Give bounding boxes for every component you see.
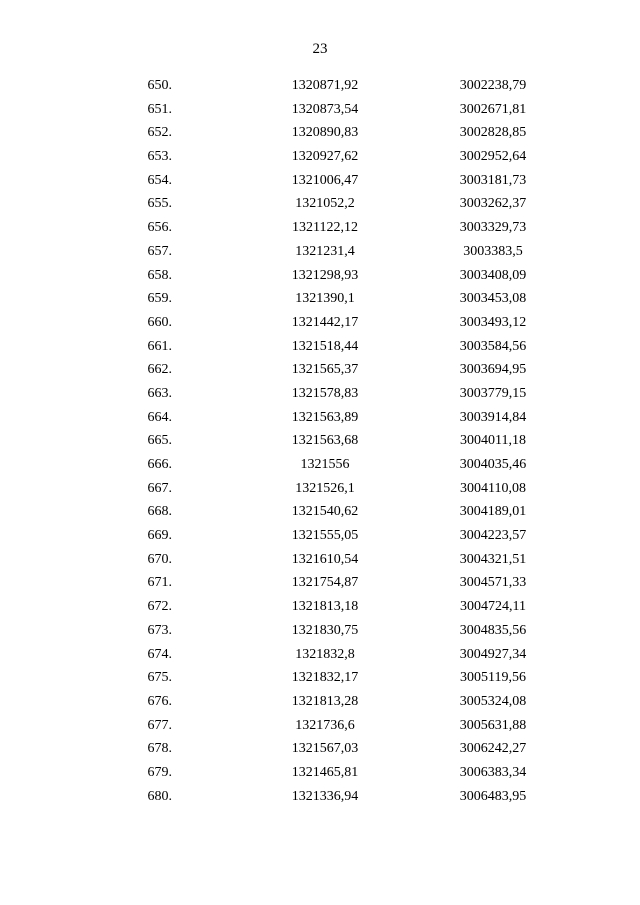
point-number: 679. [147,764,172,780]
table-row [124,121,527,145]
table-row [124,595,526,619]
point-number: 670. [147,551,172,567]
table-row [124,548,527,572]
point-number: 667. [147,480,172,496]
point-number: 677. [147,717,172,733]
point-number: 656. [147,220,172,236]
point-number: 654. [147,172,172,188]
x-coordinate: 1321231,4 [295,243,355,259]
point-number: 666. [147,457,172,472]
point-number: 657. [147,243,172,259]
x-coordinate: 1321813,18 [291,599,359,615]
table-row [124,74,527,98]
x-coordinate: 1321610,54 [291,551,359,567]
point-number: 678. [147,741,172,757]
table-row [124,382,527,406]
x-coordinate: 1321465,81 [291,764,359,780]
page-number: 23 [312,41,328,57]
table-row [124,287,527,311]
y-coordinate: 3006242,27 [459,741,527,757]
y-coordinate: 3004321,51 [459,551,527,567]
point-number: 662. [147,362,172,378]
x-coordinate: 1321830,75 [291,622,359,638]
y-coordinate: 3004835,56 [459,622,527,638]
table-row [124,145,527,169]
x-coordinate: 1321567,03 [291,741,359,757]
x-coordinate: 1321555,05 [291,528,359,544]
y-coordinate: 3004223,57 [459,528,527,544]
y-coordinate: 3004035,46 [459,457,527,472]
point-number: 671. [147,575,172,591]
x-coordinate: 1321006,47 [291,172,359,188]
y-coordinate: 3003914,84 [459,409,527,425]
y-coordinate: 3003694,95 [459,362,527,378]
point-number: 660. [147,314,172,330]
x-coordinate: 1321390,1 [295,291,355,307]
table-row [124,311,527,335]
point-number: 675. [147,670,172,686]
point-number: 659. [147,291,172,307]
table-row [124,453,527,477]
y-coordinate: 3005324,08 [459,693,527,709]
x-coordinate: 1321736,6 [295,717,355,733]
point-number: 651. [147,101,172,117]
y-coordinate: 3002238,79 [459,78,527,93]
point-number: 669. [147,528,172,544]
table-row [124,358,527,382]
table-row [124,643,527,667]
y-coordinate: 3005119,56 [460,670,526,686]
y-coordinate: 3003584,56 [459,338,527,354]
x-coordinate: 1321336,94 [291,788,359,804]
x-coordinate: 1321578,83 [291,385,359,401]
point-number: 653. [147,149,172,165]
x-coordinate: 1320927,62 [291,149,359,165]
x-coordinate: 1321832,8 [295,646,355,662]
table-row [124,169,527,193]
table-row [124,429,526,453]
x-coordinate: 1321754,87 [291,575,359,591]
y-coordinate: 3002671,81 [459,101,527,117]
table-row [124,714,527,738]
point-number: 650. [147,78,172,93]
x-coordinate: 1321563,89 [291,409,359,425]
y-coordinate: 3003181,73 [459,172,527,188]
y-coordinate: 3004011,18 [460,433,526,449]
x-coordinate: 1321832,17 [291,670,359,686]
y-coordinate: 3004189,01 [459,504,527,520]
point-number: 652. [147,125,172,141]
y-coordinate: 3003262,37 [459,196,527,212]
x-coordinate: 1321122,12 [292,220,358,236]
table-row [124,666,526,690]
table-row [124,240,523,264]
x-coordinate: 1320873,54 [291,101,359,117]
x-coordinate: 1321298,93 [291,267,359,283]
y-coordinate: 3003329,73 [459,220,527,236]
x-coordinate: 1321563,68 [291,433,359,449]
table-row [124,192,527,216]
table-row [124,761,527,785]
y-coordinate: 3006383,34 [459,764,527,780]
y-coordinate: 3003408,09 [459,267,527,283]
table-row [124,785,527,809]
y-coordinate: 3003453,08 [459,291,527,307]
table-row [124,690,527,714]
table-row [124,98,527,122]
point-number: 661. [147,338,172,354]
y-coordinate: 3004110,08 [460,480,526,496]
point-number: 668. [147,504,172,520]
point-number: 664. [147,409,172,425]
point-number: 665. [147,433,172,449]
coordinates-table [124,74,527,808]
table-row [124,264,527,288]
y-coordinate: 3002952,64 [459,149,527,165]
x-coordinate: 1320890,83 [291,125,359,141]
x-coordinate: 1321526,1 [295,480,355,496]
table-row [124,619,527,643]
y-coordinate: 3005631,88 [459,717,527,733]
y-coordinate: 3003383,5 [463,243,523,259]
x-coordinate: 1321052,2 [295,196,355,212]
point-number: 676. [147,693,172,709]
table-row [124,335,527,359]
y-coordinate: 3003493,12 [459,314,527,330]
table-row [124,571,527,595]
y-coordinate: 3004571,33 [459,575,527,591]
x-coordinate: 1321540,62 [291,504,359,520]
point-number: 680. [147,788,172,804]
x-coordinate: 1321442,17 [291,314,359,330]
x-coordinate: 1321565,37 [291,362,359,378]
point-number: 663. [147,385,172,401]
table-row [124,477,526,501]
point-number: 658. [147,267,172,283]
table-row [124,500,527,524]
point-number: 674. [147,646,172,662]
x-coordinate: 1321556 [300,457,350,472]
x-coordinate: 1321813,28 [291,693,359,709]
point-number: 673. [147,622,172,638]
point-number: 655. [147,196,172,212]
point-number: 672. [147,599,172,615]
table-row [124,524,527,548]
table-row [124,406,527,430]
table-row [124,737,527,761]
y-coordinate: 3003779,15 [459,385,527,401]
y-coordinate: 3002828,85 [459,125,527,141]
y-coordinate: 3006483,95 [459,788,527,804]
y-coordinate: 3004927,34 [459,646,527,662]
x-coordinate: 1321518,44 [291,338,359,354]
y-coordinate: 3004724,11 [460,599,526,615]
x-coordinate: 1320871,92 [291,78,359,93]
table-row [124,216,527,240]
